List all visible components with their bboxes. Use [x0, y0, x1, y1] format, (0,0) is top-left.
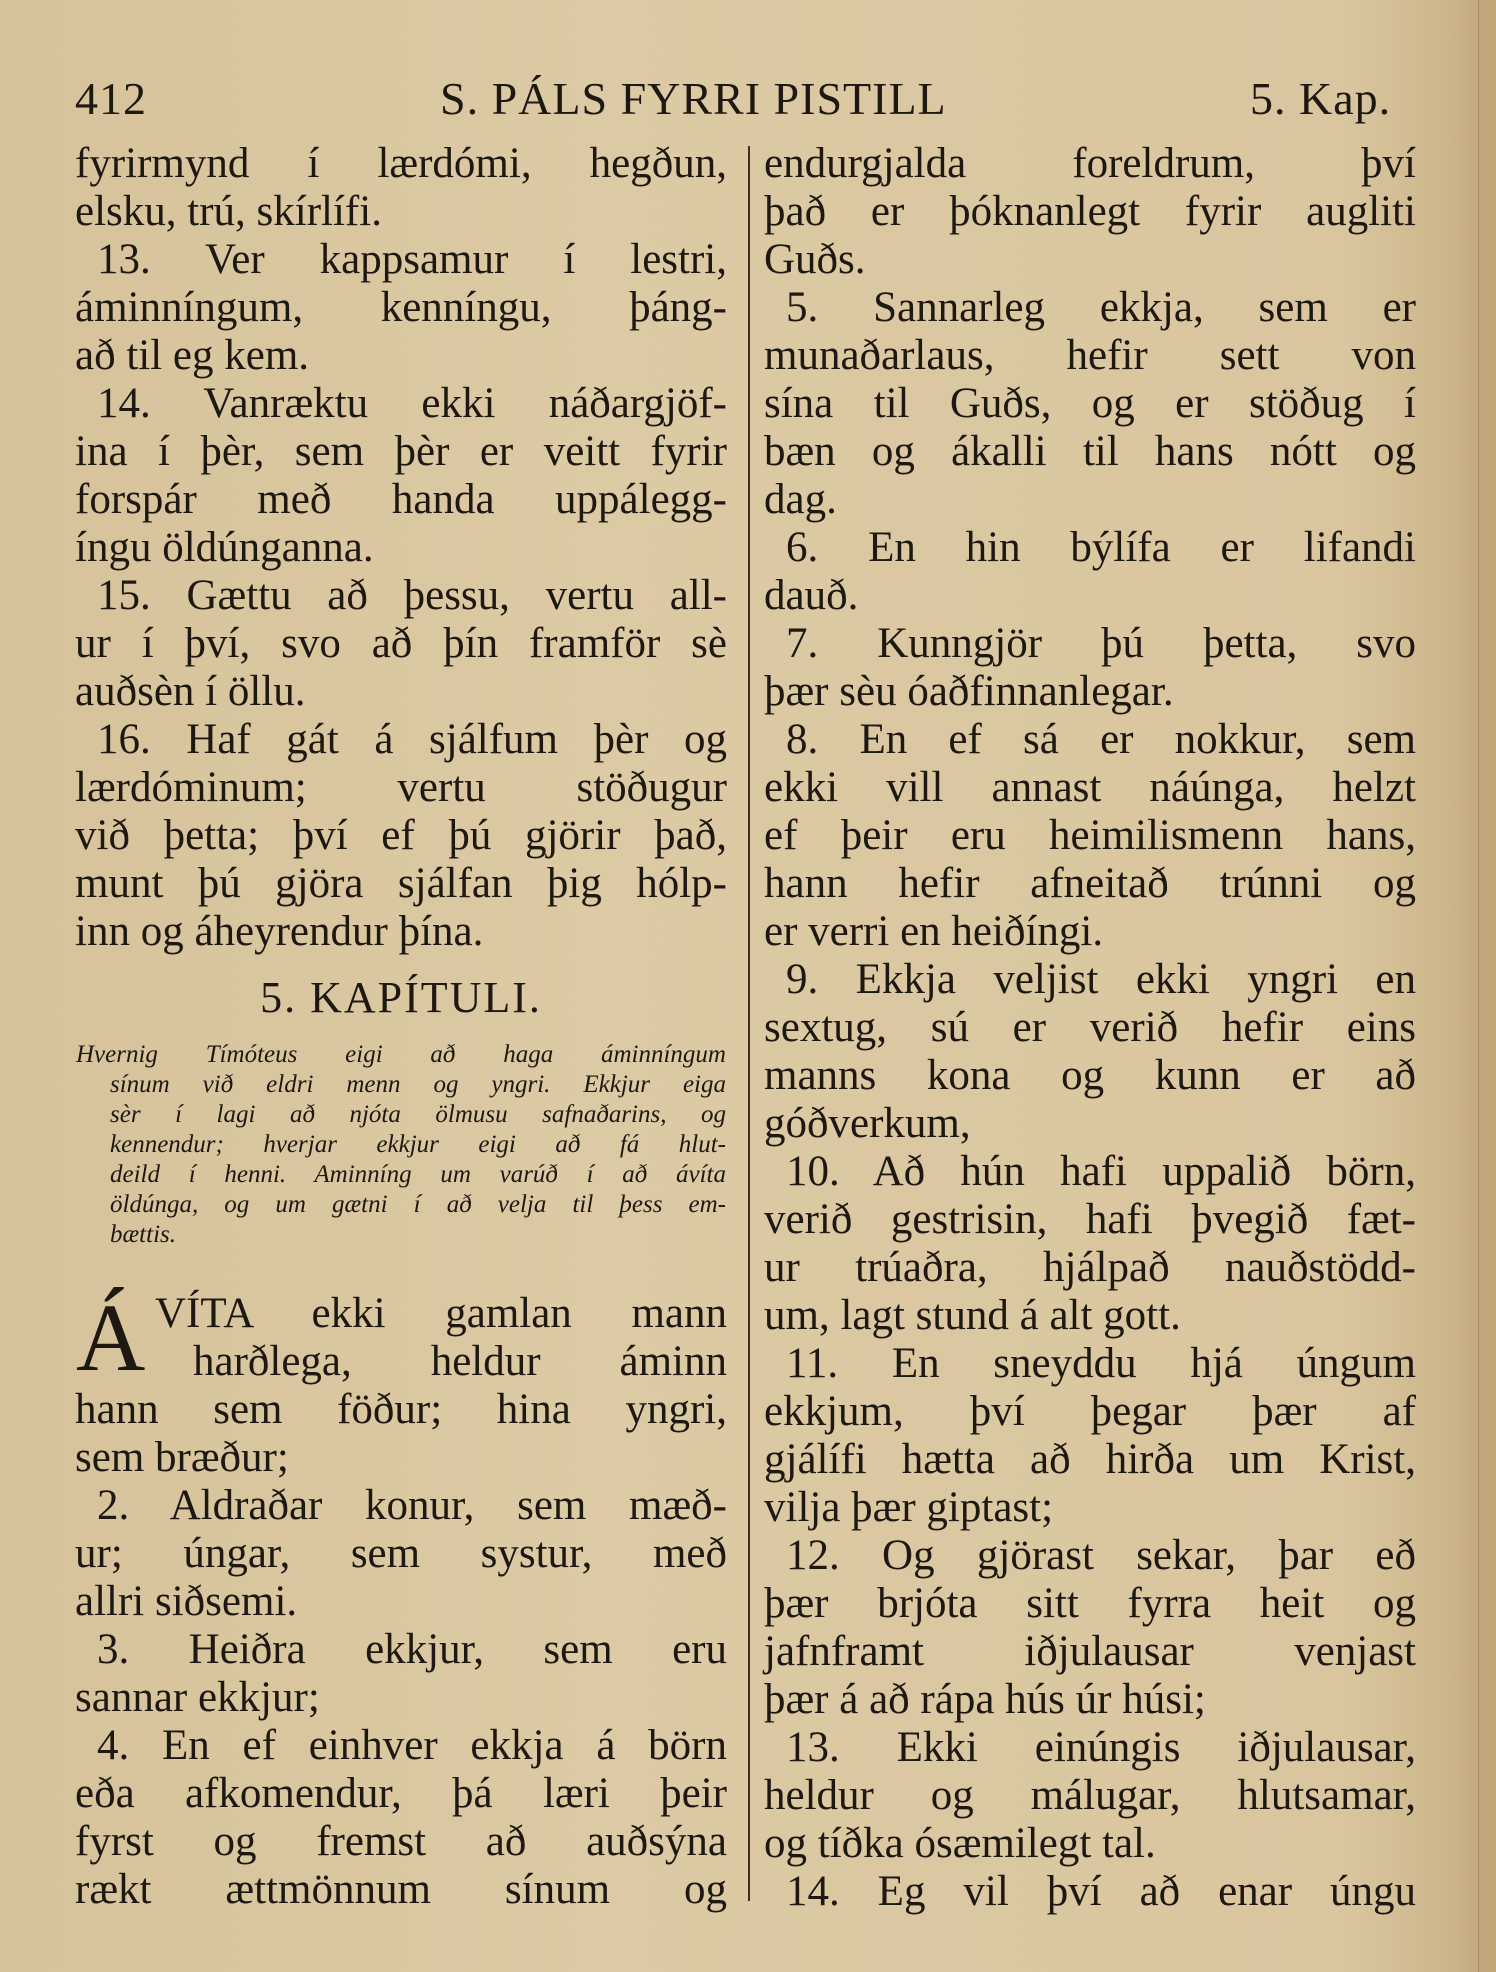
text-line: góðverkum,: [764, 1100, 971, 1147]
text-line: vilja þær giptast;: [764, 1484, 1054, 1531]
text-line: 7. Kunngjör þú þetta, svo: [786, 620, 1416, 667]
text-line: þær á að rápa hús úr húsi;: [764, 1676, 1206, 1723]
text-line: bæn og ákalli til hans nótt og: [764, 428, 1416, 475]
text-line: 13. Ekki einúngis iðjulausar,: [786, 1724, 1416, 1771]
text-line: 3. Heiðra ekkjur, sem eru: [97, 1626, 727, 1673]
text-line: það er þóknanlegt fyrir augliti: [764, 188, 1416, 235]
text-line: jafnframt iðjulausar venjast: [764, 1628, 1416, 1675]
summary-line: sèr í lagi að njóta ölmusu safnaðarins, og: [110, 1101, 726, 1128]
next-page-edge: [1478, 0, 1496, 1972]
chapter-heading: 5. KAPÍTULI.: [260, 973, 542, 1022]
text-line: ur í því, svo að þín framför sè: [75, 620, 727, 667]
text-line: 13. Ver kappsamur í lestri,: [97, 236, 727, 283]
chapter-reference: 5. Kap.: [1250, 73, 1392, 124]
text-line: 11. En sneyddu hjá úngum: [786, 1340, 1416, 1387]
text-line: hann sem föður; hina yngri,: [75, 1386, 727, 1433]
summary-line: Hvernig Tímóteus eigi að haga áminníngum: [76, 1041, 726, 1068]
text-line: ef þeir eru heimilismenn hans,: [764, 812, 1416, 859]
text-line: Guðs.: [764, 236, 866, 283]
text-line: þær brjóta sitt fyrra heit og: [764, 1580, 1416, 1627]
text-line: manns kona og kunn er að: [764, 1052, 1416, 1099]
summary-line: deild í henni. Aminníng um varúð í að ávíta: [110, 1161, 726, 1188]
text-line: fyrirmynd í lærdómi, hegðun,: [75, 140, 727, 187]
text-line: harðlega, heldur áminn: [193, 1338, 727, 1385]
text-line: inn og áheyrendur þína.: [75, 908, 484, 955]
text-line: áminníngum, kenníngu, þáng-: [75, 284, 727, 331]
text-line: ur trúaðra, hjálpað nauðstödd-: [764, 1244, 1416, 1291]
text-line: 8. En ef sá er nokkur, sem: [786, 716, 1416, 763]
text-line: elsku, trú, skírlífi.: [75, 188, 382, 235]
summary-line: öldúnga, og um gætni í að velja til þess em-: [110, 1191, 726, 1218]
text-line: munaðarlaus, hefir sett von: [764, 332, 1416, 379]
left-column-top: [75, 140, 727, 956]
page-number: 412: [75, 73, 147, 124]
text-line: við þetta; því ef þú gjörir það,: [75, 812, 727, 859]
text-line: 10. Að hún hafi uppalið börn,: [786, 1148, 1416, 1195]
text-line: forspár með handa uppálegg-: [75, 476, 727, 523]
text-line: ina í þèr, sem þèr er veitt fyrir: [75, 428, 727, 475]
text-line: munt þú gjöra sjálfan þig hólp-: [75, 860, 727, 907]
text-line: 15. Gættu að þessu, vertu all-: [97, 572, 727, 619]
text-line: 16. Haf gát á sjálfum þèr og: [97, 716, 727, 763]
drop-cap: Á: [76, 1284, 146, 1391]
text-line: og tíðka ósæmilegt tal.: [764, 1820, 1156, 1867]
text-line: 5. Sannarleg ekkja, sem er: [786, 284, 1416, 331]
text-line: sextug, sú er verið hefir eins: [764, 1004, 1416, 1051]
text-line: rækt ættmönnum sínum og: [75, 1866, 727, 1913]
text-line: verið gestrisin, hafi þvegið fæt-: [764, 1196, 1416, 1243]
text-line: íngu öldúnganna.: [75, 524, 374, 571]
text-line: þær sèu óaðfinnanlegar.: [764, 668, 1174, 715]
text-line: dauð.: [764, 572, 859, 619]
text-line: 6. En hin býlífa er lifandi: [786, 524, 1416, 571]
text-line: VÍTA ekki gamlan mann: [155, 1290, 727, 1337]
text-line: er verri en heiðíngi.: [764, 908, 1104, 955]
text-line: 4. En ef einhver ekkja á börn: [97, 1722, 727, 1769]
text-line: dag.: [764, 476, 837, 523]
text-line: hann hefir afneitað trúnni og: [764, 860, 1416, 907]
text-line: heldur og málugar, hlutsamar,: [764, 1772, 1416, 1819]
text-line: að til eg kem.: [75, 332, 310, 379]
text-line: gjálífi hætta að hirða um Krist,: [764, 1436, 1416, 1483]
text-line: ur; úngar, sem systur, með: [75, 1530, 727, 1577]
text-line: ekki vill annast náúnga, helzt: [764, 764, 1416, 811]
text-line: ekkjum, því þegar þær af: [764, 1388, 1416, 1435]
summary-line: bættis.: [110, 1221, 176, 1248]
text-line: eða afkomendur, þá læri þeir: [75, 1770, 727, 1817]
text-line: 14. Vanræktu ekki náðargjöf-: [97, 380, 727, 427]
text-line: 2. Aldraðar konur, sem mæð-: [97, 1482, 727, 1529]
right-column: [764, 140, 1416, 1916]
running-title: S. PÁLS FYRRI PISTILL: [440, 73, 947, 124]
text-line: um, lagt stund á alt gott.: [764, 1292, 1181, 1339]
text-line: fyrst og fremst að auðsýna: [75, 1818, 727, 1865]
text-line: allri siðsemi.: [75, 1578, 298, 1625]
chapter-summary: [76, 1040, 726, 1250]
text-line: sannar ekkjur;: [75, 1674, 320, 1721]
text-line: lærdóminum; vertu stöðugur: [75, 764, 727, 811]
text-line: sína til Guðs, og er stöðug í: [764, 380, 1416, 427]
column-divider: [748, 146, 750, 1901]
text-line: endurgjalda foreldrum, því: [764, 140, 1416, 187]
text-line: auðsèn í öllu.: [75, 668, 306, 715]
text-line: 12. Og gjörast sekar, þar eð: [786, 1532, 1416, 1579]
text-line: 9. Ekkja veljist ekki yngri en: [786, 956, 1416, 1003]
summary-line: kennendur; hverjar ekkjur eigi að fá hlut-: [110, 1131, 726, 1158]
text-line: 14. Eg vil því að enar úngu: [786, 1868, 1416, 1915]
text-line: sem bræður;: [75, 1434, 289, 1481]
summary-line: sínum við eldri menn og yngri. Ekkjur eiga: [110, 1071, 726, 1098]
left-column-bottom: [75, 1284, 727, 1914]
